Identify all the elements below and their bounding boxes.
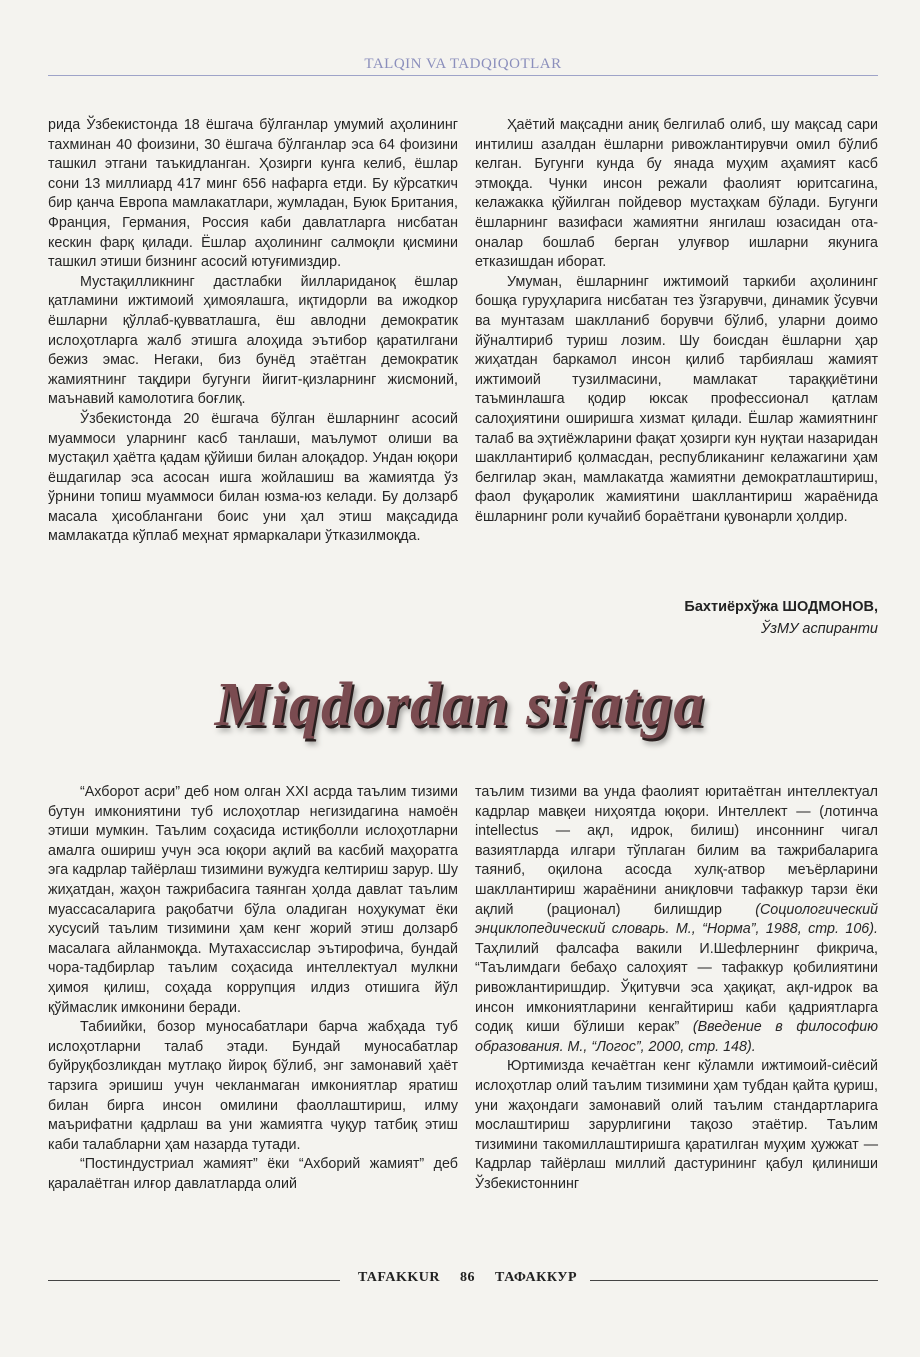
running-header — [48, 54, 878, 80]
footer-text — [348, 1270, 582, 1286]
header-title: TALQIN VA TADQIQOTLAR — [364, 56, 562, 72]
paragraph: Табиийки, бозор муносабатлари барча жабҳада туб ислоҳотларни талаб этади. Бундай муносабатлар буйруқбозликдан мутлақо йироқ бўлиб, энг замонавий ҳаёт тарзига эришиш учун чекланмаган имкониятлар яратиш билан бирга инсон омилини фаоллаштириш, илму маърифатни қадрлаш ва уни жамиятга чуқур татбиқ этиш каби талабларни ҳам назарда тутади. — [48, 1019, 458, 1153]
footer-rule-left — [48, 1280, 340, 1281]
paragraph: Мустақилликнинг дастлабки йиллариданоқ ёшлар қатламини ижтимоий ҳимоялашга, иқтидорли ва ижодкор ёшларни қўллаб-қувватлашга, ёш авлодни демократик ислоҳотларга жалб этишга алоҳида эътибор қаратилгани бежиз эмас. Негаки, биз бунёд этаётган демократик жамиятнинг тақдири бугунги йигит-қизларнинг жисмоний, маънавий камолотига боғлиқ. — [48, 273, 458, 408]
paragraph: Юртимизда кечаётган кенг кўламли ижтимоий-сиёсий ислоҳотлар олий таълим тизимини ҳам тубдан қайта қуриш, уни жаҳондаги замонавий олий таълим стандартларига мослаштириш зарурлигини тақозо этаётир. Таълим тизимини такомиллаштиришга қаратилган муҳим ҳужжат — Кадрлар тайёрлаш миллий дастурининг қабул қилиниши Ўзбекистоннинг — [475, 1058, 878, 1192]
paragraph: рида Ўзбекистонда 18 ёшгача бўлганлар умумий аҳолининг тахминан 40 фоизини, 30 ёшгача бўлганлар эса 64 фоизини ташкил этгани таъкидланган. Ҳозирги кунга келиб, ёшлар сони 13 миллиард 417 минг 656 нафарга етди. Бу кўрсаткич бир қанча Европа мамлакатлари, жумладан, Буюк Британия, Франция, Германия, Россия каби давлатларга нисбатан кескин фарқ қилади. Ёшлар аҳолининг салмоқли қисмини ташкил этиши бизнинг асосий ютуғимиздир. — [48, 117, 458, 271]
author-name: Бахтиёрхўжа ШОДМОНОВ, — [684, 599, 878, 615]
author-signature — [475, 596, 878, 640]
author-role: ЎзМУ аспиранти — [761, 621, 878, 637]
bottom-right-column — [475, 783, 878, 1194]
paragraph: Ҳаётий мақсадни аниқ белгилаб олиб, шу мақсад сари интилиш азалдан ёшларни ривожлантирувчи омил бўлиб келган. Бугунги кунда бу янада муҳим аҳамият касб этмоқда. Чунки инсон режали фаолият юритсагина, келажакка қўйилган пойдевор мустаҳкам бўлади. Бугунги ёшларнинг вазифаси жамиятни янгилаш юзасидан ота-оналар бошлаб берган улуғвор ишларни якунига етказишдан иборат. — [475, 117, 878, 271]
top-left-column — [48, 116, 458, 547]
footer-magazine-cyrillic: ТАФАККУР — [495, 1270, 578, 1285]
article-title: Miqdordan sifatga — [214, 671, 706, 739]
page-footer — [48, 1268, 878, 1292]
paragraph — [475, 783, 878, 1057]
footer-magazine-latin: TAFAKKUR — [358, 1270, 441, 1285]
top-right-column — [475, 116, 878, 527]
bottom-left-column — [48, 783, 458, 1194]
page-number: 86 — [460, 1270, 476, 1285]
text-run: таълим тизими ва унда фаолият юритаётган интеллектуал кадрлар мавқеи ниҳоятда юқори. Интеллект — (лотинча intellectus — ақл, идрок, билиш) инсоннинг чигал вазиятларда илгари тўплаган билим ва тажрибаларига таяниб, оқилона асосда хулқ-атвор меъёрларини шакллантириш жараёнини аниқловчи тафаккур тарзи ёки ақлий (рационал) билишдир — [475, 784, 878, 918]
paragraph: “Ахборот асри” деб ном олган XXI асрда таълим тизими бутун имкониятини туб ислоҳотлар негизидагина намоён этиши мумкин. Таълим соҳасида истиқболли ислоҳотларни амалга ошириш учун эса юқори ақлий ва касбий маҳоратга эга кадрлар тайёрлаш тизимини вужудга келтириш зарур. Шу жиҳатдан, жаҳон тажрибасига таянган ҳолда давлат таълим муассасаларига рақобатчи бўла оладиган ноҳукумат ёки хусусий таълим тизимини ҳам кенг жорий этиш долзарб масалага айланмоқда. Мутахассислар эътирофича, бундай чора-тадбирлар таълим соҳасида интеллектуал мулкни ҳимоя қилиш, соҳада коррупция илдиз отишига йўл қўймаслик имконини беради. — [48, 784, 458, 1016]
text-run: Таҳлилий фалсафа вакили И.Шефлернинг фикрича, “Таълимдаги бебаҳо салоҳият — тафаккур қобилиятини ривожлантиришдир. Ўқитувчи эса ҳақиқат, ақл-идрок ва инсон имкониятларини кенгайтириш каби қадриятларга содиқ киши бўлиши керак” — [475, 940, 878, 1036]
paragraph: Ўзбекистонда 20 ёшгача бўлган ёшларнинг асосий муаммоси уларнинг касб танлаши, маълумот олиши ва мустақил ҳаётга қадам қўйиши билан алоқадор. Ундан юқори ёшдагилар эса асосан ишга жойлашиш ва жамиятда ўз ўрнини топиш муаммоси билан юзма-юз келади. Бу долзарб масала ҳисоблангани боис уни ҳал этиш мақсадида мамлакатда кўплаб меҳнат ярмаркалари ўтказилмоқда. — [48, 410, 458, 545]
citation: (Введение в философию образования. М., “Логос”, 2000, стр. 148). — [475, 1019, 878, 1055]
paragraph: “Постиндустриал жамият” ёки “Ахборий жамият” деб қаралаётган илғор давлатларда олий — [48, 1156, 458, 1192]
header-rule — [48, 75, 878, 76]
footer-rule-right — [590, 1280, 878, 1281]
citation: (Социологический энциклопедический словарь. М., “Норма”, 1988, стр. 106). — [475, 901, 878, 938]
paragraph: Умуман, ёшларнинг ижтимоий таркиби аҳолининг бошқа гуруҳларига нисбатан тез ўзгарувчи, динамик ўсувчи ва мунтазам шаклланиб борувчи бўлиб, уларни доимо йўналтириб туриш лозим. Шу боисдан ёшларни ҳар жиҳатдан баркамол инсон қилиб тарбиялаш жамият ижтимоий тузилмасини, мамлакат тараққиётини таъминлашга қодир юксак профессионал қатлам салоҳиятини оширишга хизмат қилади. Ёшлар жамиятнинг талаб ва эҳтиёжларини фақат ҳозирги кун нуқтаи назаридан шакллантириб қолмасдан, республиканинг келажагини ҳам белгилар экан, мамлакатда жамиятни демократлаштириш, фаол фуқаролик жамиятини шакллантириш жараёнида ёшларнинг роли кучайиб бораётгани қувонарли ҳолдир. — [475, 273, 878, 525]
